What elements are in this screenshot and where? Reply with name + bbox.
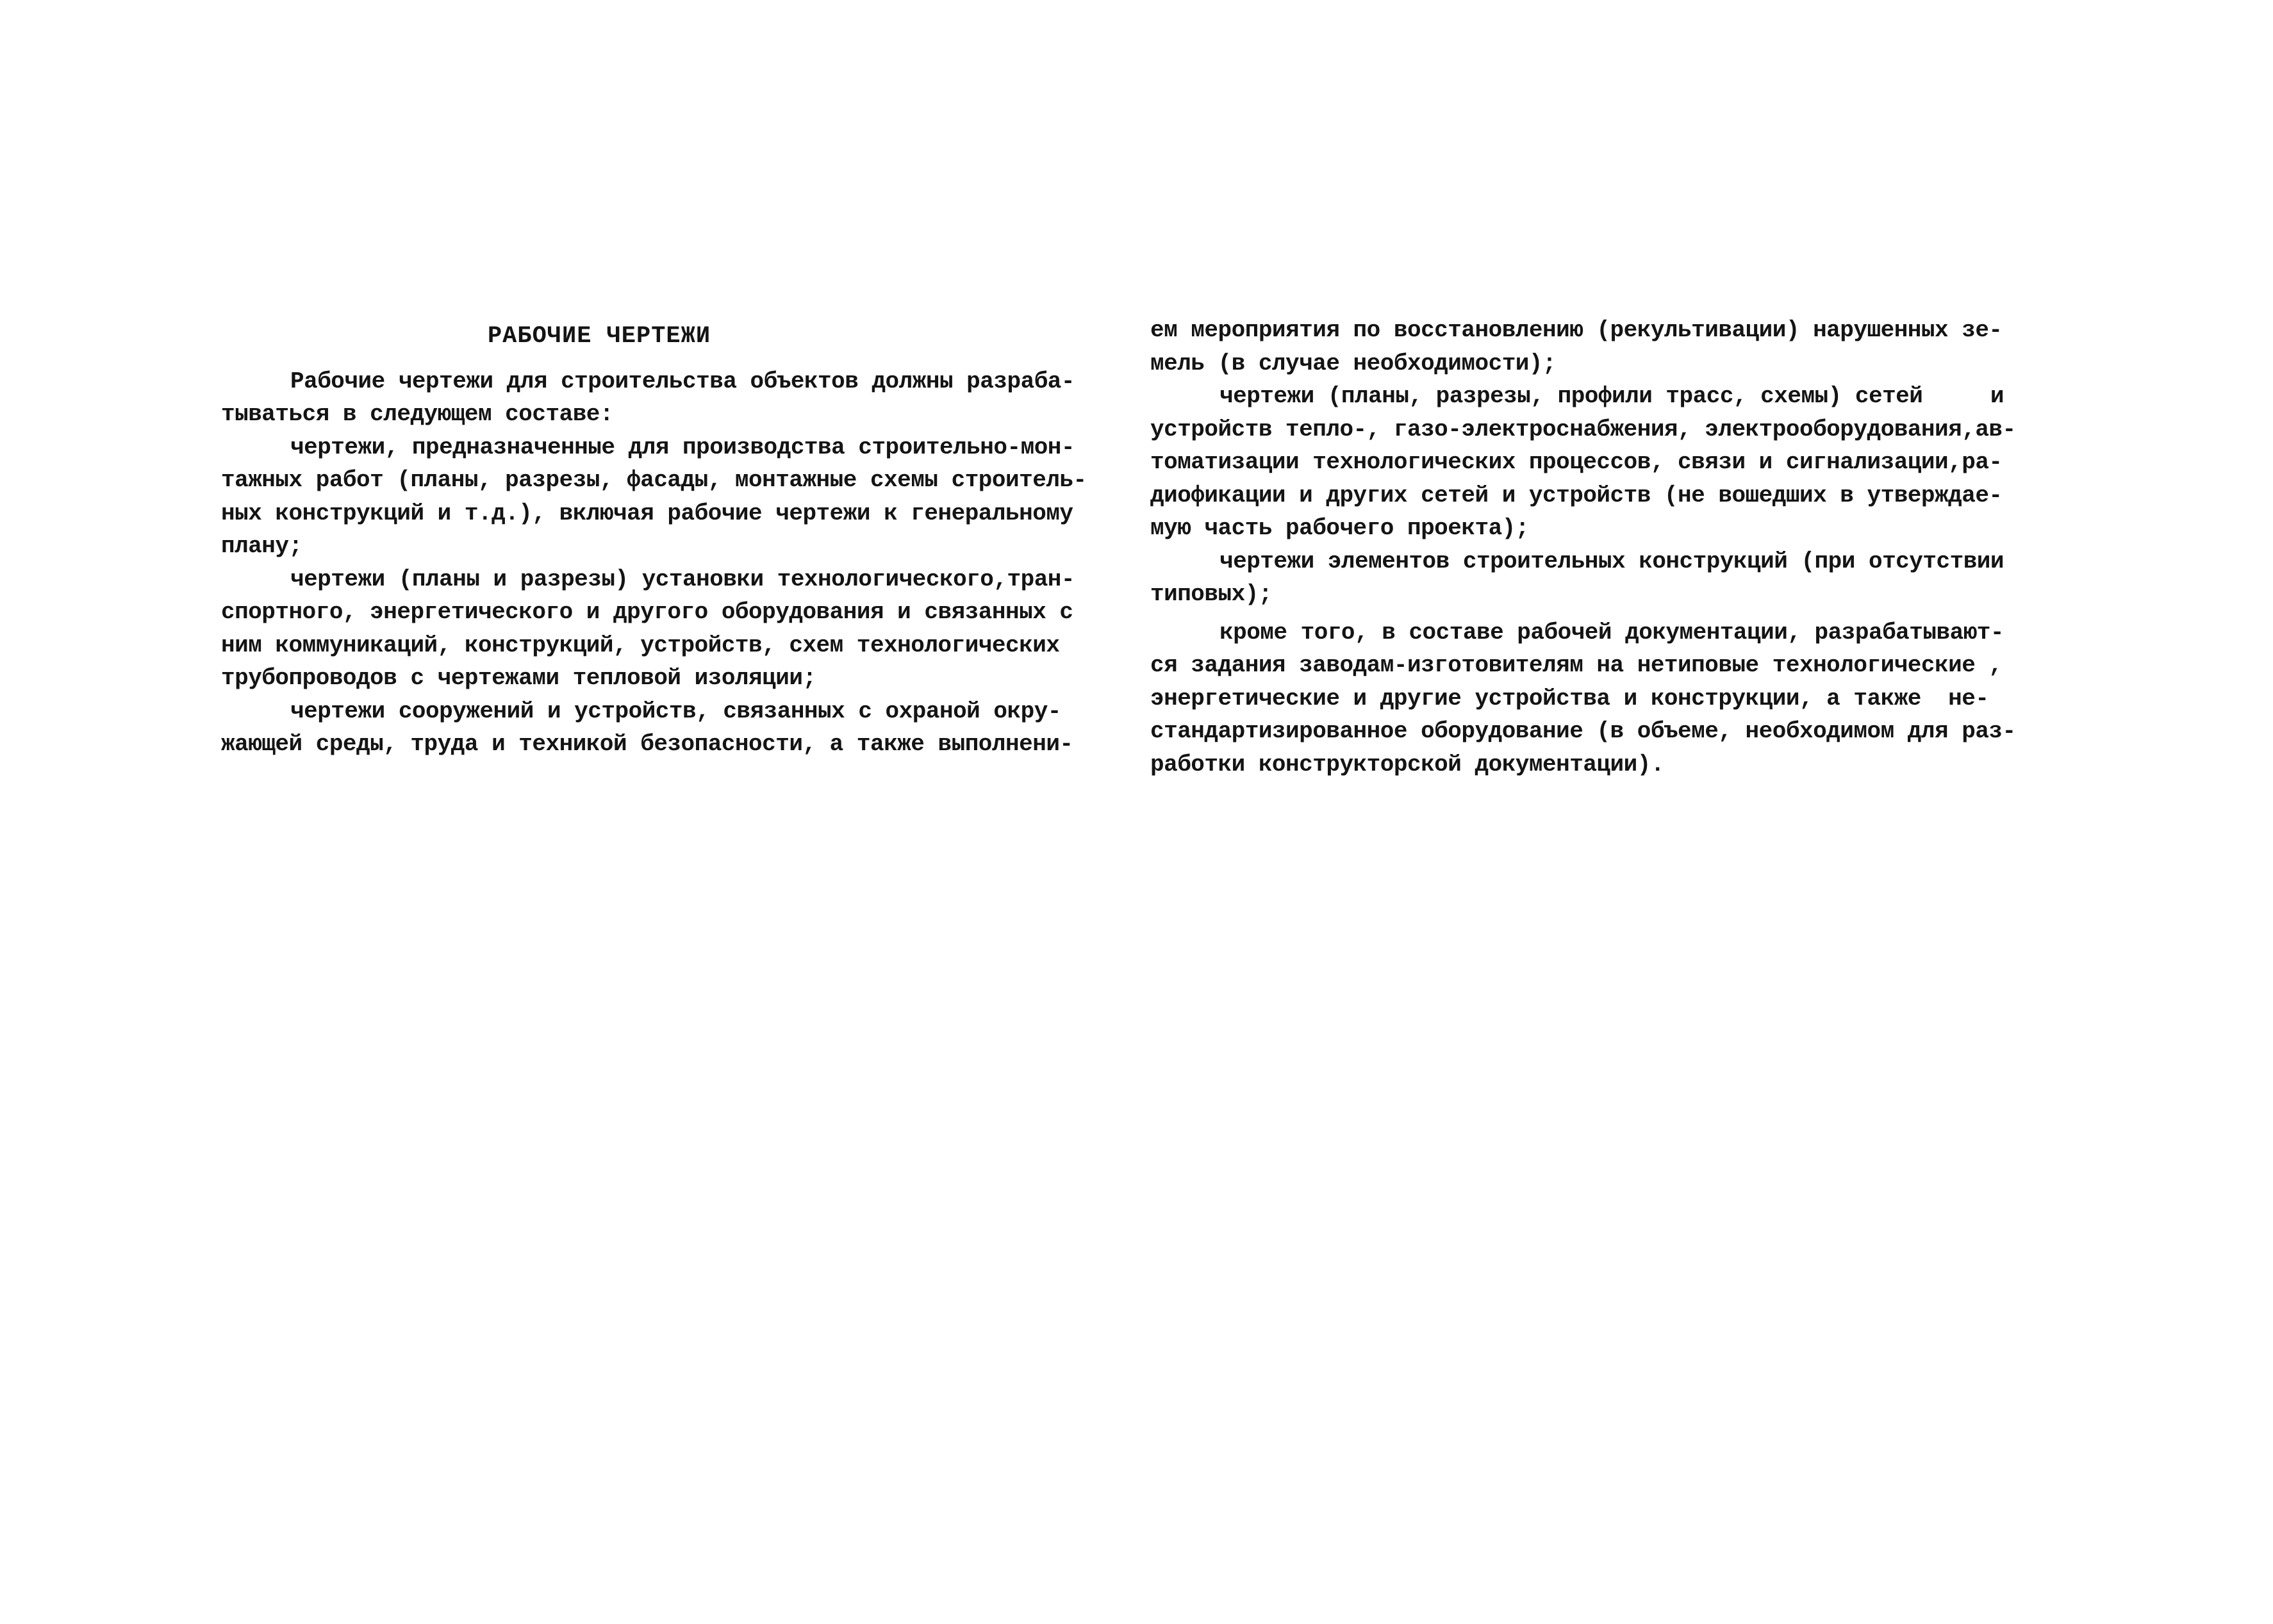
text-line: устройств тепло-, газо-электроснабжения, электрооборудования,ав-	[1150, 416, 2016, 443]
text-line: томатизации технологических процессов, связи и сигнализации,ра-	[1150, 449, 2003, 475]
text-line: спортного, энергетического и другого оборудования и связанных с	[221, 599, 1073, 625]
text-line: ним коммуникаций, конструкций, устройств, схем технологических	[221, 632, 1060, 659]
text-line: ем мероприятия по восстановлению (рекультивации) нарушенных зе-	[1150, 317, 2003, 343]
text-line: стандартизированное оборудование (в объеме, необходимом для раз-	[1150, 718, 2016, 744]
right-column-text	[1150, 314, 2016, 781]
text-line: чертежи, предназначенные для производства строительно-мон-	[290, 434, 1075, 461]
text-line: чертежи (планы и разрезы) установки технологического,тран-	[290, 566, 1075, 593]
text-line: Рабочие чертежи для строительства объектов должны разраба-	[290, 368, 1075, 395]
text-line: энергетические и другие устройства и конструкции, а также не-	[1150, 685, 1989, 712]
text-line: чертежи (планы, разрезы, профили трасс, схемы) сетей и	[1219, 383, 2004, 409]
text-line: чертежи сооружений и устройств, связанных с охраной окру-	[290, 698, 1061, 725]
right-column	[1150, 314, 2016, 781]
text-line: ных конструкций и т.д.), включая рабочие чертежи к генеральному	[221, 500, 1073, 527]
text-line: кроме того, в составе рабочей документации, разрабатывают-	[1219, 619, 2004, 646]
text-line: трубопроводов с чертежами тепловой изоляции;	[221, 665, 816, 691]
text-line: чертежи элементов строительных конструкций (при отсутствии	[1219, 548, 2004, 575]
text-line: типовых);	[1150, 581, 1272, 607]
text-line: жающей среды, труда и техникой безопасности, а также выполнени-	[221, 731, 1073, 757]
text-line: работки конструкторской документации).	[1150, 751, 1664, 778]
left-column-text	[221, 365, 1087, 761]
text-line: ся задания заводам-изготовителям на нетиповые технологические ,	[1150, 652, 2003, 678]
text-line: тажных работ (планы, разрезы, фасады, монтажные схемы строитель-	[221, 467, 1087, 493]
paragraph-gap	[1150, 611, 1996, 616]
text-line: тываться в следующем составе:	[221, 401, 614, 427]
left-column	[221, 320, 1087, 761]
text-line: мель (в случае необходимости);	[1150, 350, 1557, 377]
text-line: мую часть рабочего проекта);	[1150, 515, 1529, 541]
text-line: диофикации и других сетей и устройств (не вошедших в утверждае-	[1150, 482, 2003, 509]
text-line: плану;	[221, 533, 302, 559]
document-title: РАБОЧИЕ ЧЕРТЕЖИ	[487, 323, 711, 350]
